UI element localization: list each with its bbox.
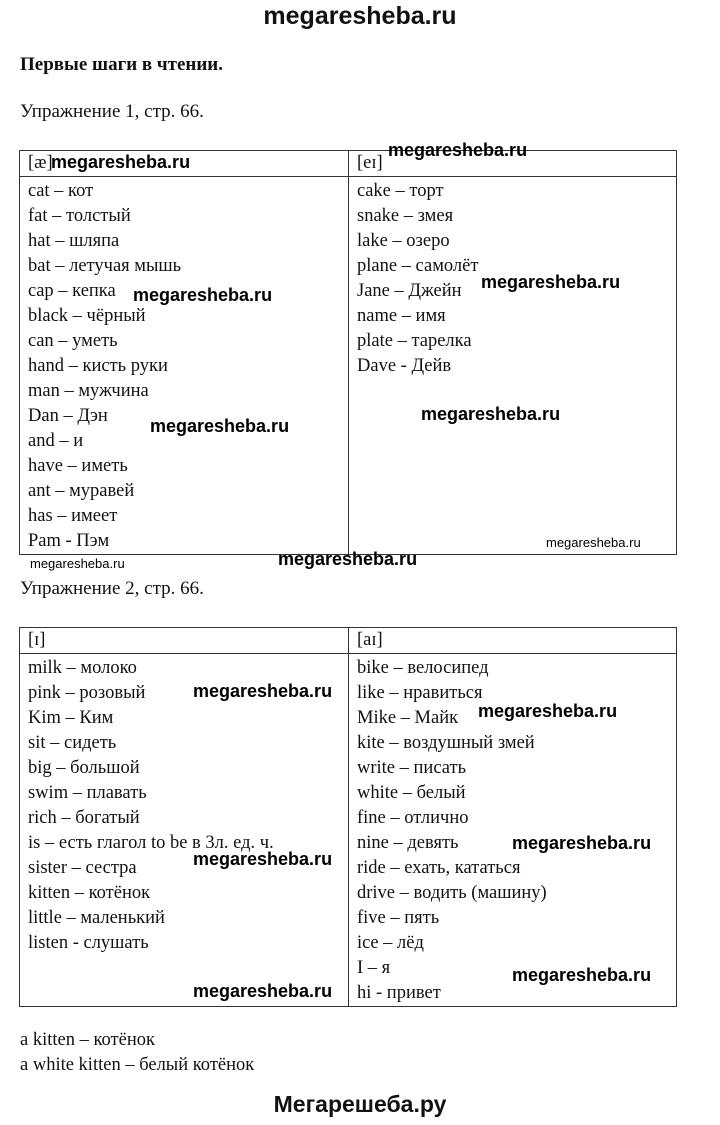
vocab-entry: ice – лёд [357, 933, 424, 953]
vocab-entry: cap – кепка [28, 281, 116, 301]
vocab-entry: man – мужчина [28, 381, 149, 401]
vocab-entry: snake – змея [357, 206, 454, 226]
vocab-entry: black – чёрный [28, 306, 146, 326]
watermark-small: megaresheba.ru [546, 535, 641, 550]
vocab-entry: fat – толстый [28, 206, 131, 226]
section-title: Первые шаги в чтении. [20, 54, 224, 75]
sound-cell-right [349, 628, 677, 654]
vocab-entry: rich – богатый [28, 808, 140, 828]
vocab-entry: like – нравиться [357, 683, 483, 703]
vocab-entry: Jane – Джейн [357, 281, 462, 301]
word-cell-right [349, 177, 677, 555]
vocab-entry: cake – торт [357, 181, 444, 201]
vocab-entry: swim – плавать [28, 783, 147, 803]
vocab-entry: hat – шляпа [28, 231, 120, 251]
vocab-entry: Mike – Майк [357, 708, 459, 728]
exercise-1-heading: Упражнение 1, стр. 66. [20, 101, 204, 122]
phrase-a-white-kitten: a white kitten – белый котёнок [20, 1055, 255, 1075]
watermark: megaresheba.ru [193, 981, 333, 1001]
vocab-entry: pink – розовый [28, 683, 146, 703]
vocab-entry: white – белый [357, 783, 466, 803]
site-header: megaresheba.ru [263, 2, 457, 30]
vocab-entry: big – большой [28, 758, 140, 778]
watermark: megaresheba.ru [133, 285, 273, 305]
vocab-entry: bat – летучая мышь [28, 256, 182, 276]
vocab-entry: Dan – Дэн [28, 406, 108, 426]
vocab-entry: plate – тарелка [357, 331, 472, 351]
vocab-entry: bike – велосипед [357, 658, 489, 678]
vocab-entry: is – есть глагол to be в 3л. ед. ч. [28, 833, 274, 853]
watermark: megaresheba.ru [193, 681, 333, 701]
vocab-entry: drive – водить (машину) [357, 883, 547, 903]
exercise-2-table [19, 627, 677, 1007]
sound-ei-header: [eɪ] [357, 153, 383, 173]
watermark: megaresheba.ru [278, 549, 418, 569]
exercise-1-table [19, 150, 677, 555]
vocab-entry: milk – молоко [28, 658, 137, 678]
vocab-entry: can – уметь [28, 331, 118, 351]
watermark: megaresheba.ru [478, 701, 618, 721]
vocab-entry: cat – кот [28, 181, 94, 201]
word-cell-left [20, 654, 349, 1007]
vocab-entry: sister – сестра [28, 858, 137, 878]
word-list-ae [20, 177, 348, 554]
vocab-entry: ride – ехать, кататься [357, 858, 521, 878]
watermark: megaresheba.ru [150, 416, 290, 436]
vocab-entry: has – имеет [28, 506, 118, 526]
vocab-entry: name – имя [357, 306, 446, 326]
vocab-entry: Kim – Ким [28, 708, 114, 728]
exercise-2-heading: Упражнение 2, стр. 66. [20, 578, 204, 599]
vocab-entry: Pam - Пэм [28, 531, 110, 551]
watermark: megaresheba.ru [388, 140, 528, 160]
vocab-entry: lake – озеро [357, 231, 450, 251]
sound-ai-header: [aɪ] [357, 630, 383, 650]
word-cell-left [20, 177, 349, 555]
sound-i-header: [ɪ] [28, 630, 46, 650]
site-footer: Мегарешеба.ру [273, 1091, 447, 1117]
vocab-entry: and – и [28, 431, 84, 451]
sound-cell-left [20, 628, 349, 654]
vocab-entry: little – маленький [28, 908, 165, 928]
watermark-small: megaresheba.ru [30, 556, 125, 571]
vocab-entry: plane – самолёт [357, 256, 479, 276]
vocab-entry: sit – сидеть [28, 733, 117, 753]
watermark: megaresheba.ru [512, 965, 652, 985]
vocab-entry: write – писать [357, 758, 467, 778]
vocab-entry: ant – муравей [28, 481, 135, 501]
vocab-entry: fine – отлично [357, 808, 469, 828]
watermark: megaresheba.ru [481, 272, 621, 292]
vocab-entry: Dave - Дейв [357, 356, 452, 376]
watermark: megaresheba.ru [193, 849, 333, 869]
vocab-entry: listen - слушать [28, 933, 149, 953]
phrase-a-kitten: a kitten – котёнок [20, 1030, 155, 1050]
watermark: megaresheba.ru [51, 152, 191, 172]
vocab-entry: hand – кисть руки [28, 356, 168, 376]
vocab-entry: I – я [357, 958, 391, 978]
watermark: megaresheba.ru [421, 404, 561, 424]
vocab-entry: hi - привет [357, 983, 441, 1003]
vocab-entry: nine – девять [357, 833, 459, 853]
vocab-entry: kite – воздушный змей [357, 733, 535, 753]
vocab-entry: five – пять [357, 908, 440, 928]
vocab-entry: have – иметь [28, 456, 128, 476]
vocab-entry: kitten – котёнок [28, 883, 151, 903]
sound-ae-header: [æ] [28, 153, 53, 173]
watermark: megaresheba.ru [512, 833, 652, 853]
